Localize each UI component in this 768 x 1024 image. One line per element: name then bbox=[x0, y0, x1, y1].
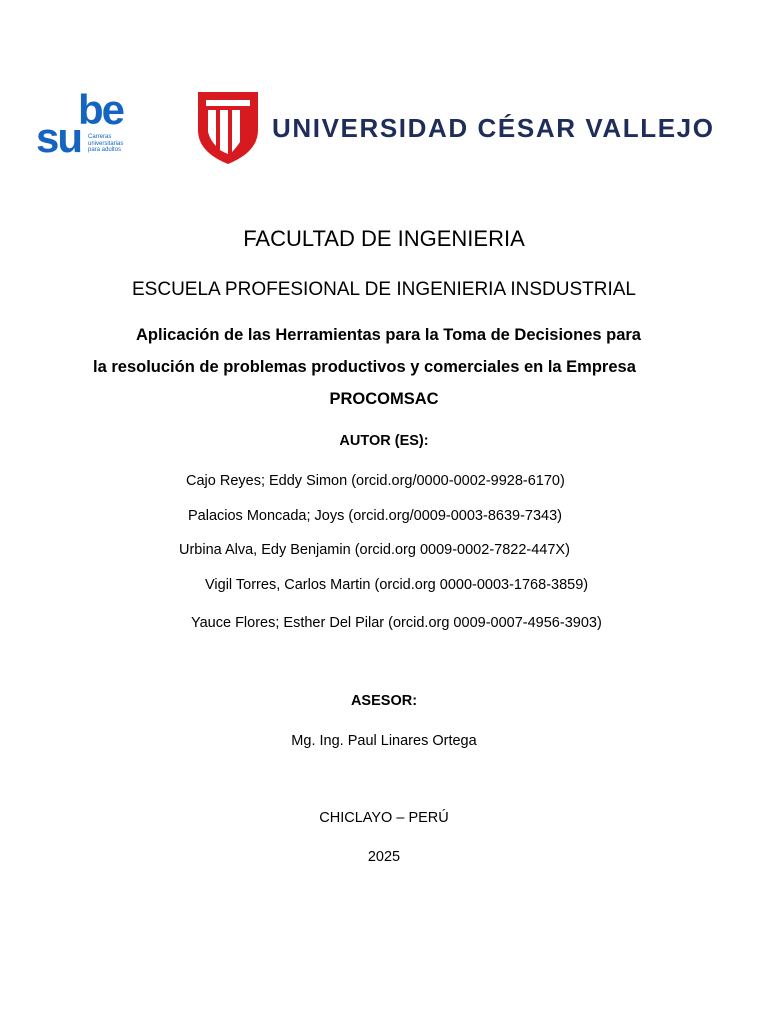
author-line: Vigil Torres, Carlos Martin (orcid.org 0000-0003-1768-3859) bbox=[205, 577, 589, 593]
year: 2025 bbox=[367, 849, 401, 865]
asesor-heading: ASESOR: bbox=[350, 693, 418, 709]
sube-logo-su: su bbox=[36, 114, 82, 161]
thesis-title-line-2: la resolución de problemas productivos y comerciales en la Empresa bbox=[93, 358, 636, 376]
author-line: Cajo Reyes; Eddy Simon (orcid.org/0000-0002-9928-6170) bbox=[186, 473, 565, 489]
thesis-title-line-3: PROCOMSAC bbox=[329, 390, 439, 408]
ucv-shield-icon bbox=[196, 90, 260, 166]
escuela-heading: ESCUELA PROFESIONAL DE INGENIERIA INSDUSTRIAL bbox=[132, 279, 636, 300]
author-line: Palacios Moncada; Joys (orcid.org/0009-0003-8639-7343) bbox=[188, 508, 562, 524]
facultad-heading: FACULTAD DE INGENIERIA bbox=[243, 226, 525, 251]
sube-logo-tagline: Carreras universitarias para adultos bbox=[88, 134, 124, 153]
sube-logo-be: be bbox=[78, 86, 124, 133]
sube-logo bbox=[36, 86, 146, 162]
autor-heading: AUTOR (ES): bbox=[339, 433, 429, 449]
ucv-logo-name: UNIVERSIDAD CÉSAR VALLEJO bbox=[272, 113, 715, 143]
thesis-title-line-1: Aplicación de las Herramientas para la Toma de Decisiones para bbox=[136, 326, 641, 344]
city-country: CHICLAYO – PERÚ bbox=[319, 810, 449, 826]
author-line: Yauce Flores; Esther Del Pilar (orcid.org 0009-0007-4956-3903) bbox=[191, 615, 602, 631]
asesor-name: Mg. Ing. Paul Linares Ortega bbox=[291, 733, 477, 749]
author-line: Urbina Alva, Edy Benjamin (orcid.org 0009-0002-7822-447X) bbox=[179, 542, 570, 558]
